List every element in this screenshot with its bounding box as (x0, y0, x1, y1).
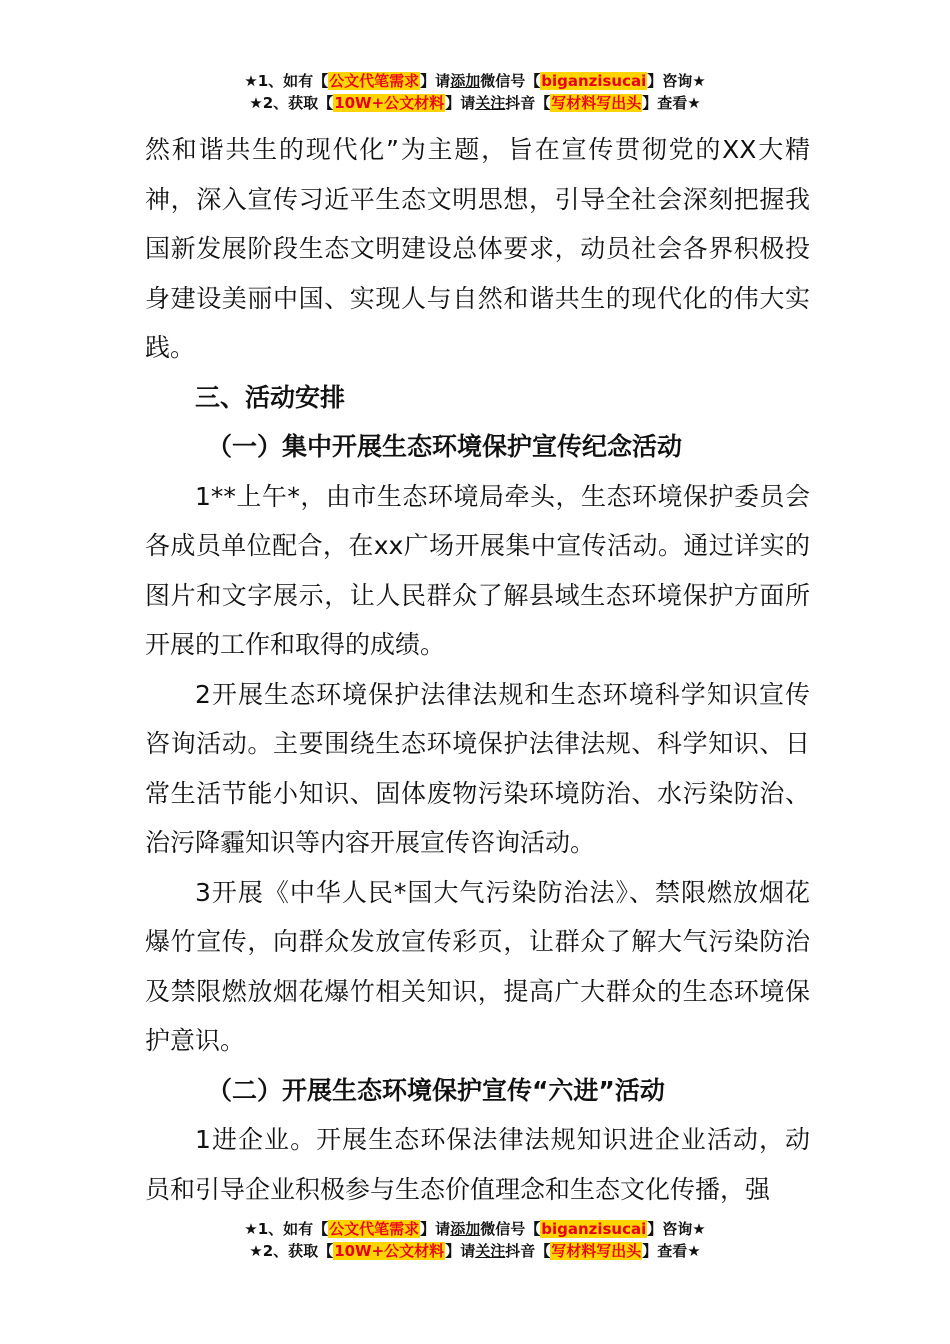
banner-line-2 (0, 1240, 950, 1262)
banner-text: 】查看★ (642, 94, 701, 112)
underline-text: 添加 (450, 1220, 481, 1238)
banner-text: ★1、如有【 (244, 1220, 329, 1238)
banner-line-1 (0, 70, 950, 92)
banner-text: 】请 (445, 94, 476, 112)
banner-text: 】咨询★ (647, 1220, 706, 1238)
underline-text: 关注 (475, 1242, 506, 1260)
underline-text: 关注 (475, 94, 506, 112)
banner-text: 】查看★ (642, 1242, 701, 1260)
subsection-heading: （一）集中开展生态环境保护宣传纪念活动 (207, 432, 683, 461)
footer-banner (0, 1218, 950, 1262)
document-body (145, 125, 810, 1214)
banner-text: ★2、获取【 (249, 1242, 334, 1260)
underline-text: 添加 (450, 72, 481, 90)
paragraph: 1进企业。开展生态环保法律法规知识进企业活动，动员和引导企业积极参与生态价值理念和生态文化传播，强 (145, 1125, 810, 1204)
highlight-text: 写材料写出头 (551, 94, 642, 112)
highlight-text: biganzisucai (541, 72, 647, 90)
banner-line-1 (0, 1218, 950, 1240)
highlight-text: biganzisucai (541, 1220, 647, 1238)
banner-line-2 (0, 92, 950, 114)
header-banner (0, 70, 950, 114)
banner-text: ★1、如有【 (244, 72, 329, 90)
banner-text: 】请 (420, 1220, 451, 1238)
banner-text: 】请 (445, 1242, 476, 1260)
subsection-heading: （二）开展生态环境保护宣传“六进”活动 (207, 1075, 665, 1105)
highlight-text: 写材料写出头 (551, 1242, 642, 1260)
banner-text: 微信号【 (480, 1220, 541, 1238)
banner-text: ★2、获取【 (249, 94, 334, 112)
paragraph: 然和谐共生的现代化”为主题，旨在宣传贯彻党的XX大精神，深入宣传习近平生态文明思想，引导全社会深刻把握我国新发展阶段生态文明建设总体要求，动员社会各界积极投身建设美丽中国、实现人与自然和谐共生的现代化的伟大实践。 (145, 135, 810, 362)
highlight-text: 10W+公文材料 (334, 94, 445, 112)
banner-text: 微信号【 (480, 72, 541, 90)
banner-text: 抖音【 (505, 94, 551, 112)
paragraph: 1**上午*，由市生态环境局牵头，生态环境保护委员会各成员单位配合，在xx广场开展集中宣传活动。通过详实的图片和文字展示，让人民群众了解县域生态环境保护方面所开展的工作和取得的成绩。 (145, 481, 810, 659)
highlight-text: 10W+公文材料 (334, 1242, 445, 1260)
section-heading: 三、活动安排 (195, 382, 346, 412)
paragraph: 3开展《中华人民*国大气污染防治法》、禁限燃放烟花爆竹宣传，向群众发放宣传彩页，让群众了解大气污染防治及禁限燃放烟花爆竹相关知识，提高广大群众的生态环境保护意识。 (145, 877, 810, 1055)
paragraph: 2开展生态环境保护法律法规和生态环境科学知识宣传咨询活动。主要围绕生态环境保护法律法规、科学知识、日常生活节能小知识、固体废物污染环境防治、水污染防治、治污降霾知识等内容开展宣传咨询活动。 (145, 679, 810, 857)
banner-text: 】请 (420, 72, 451, 90)
banner-text: 】咨询★ (647, 72, 706, 90)
highlight-text: 公文代笔需求 (329, 1220, 420, 1238)
highlight-text: 公文代笔需求 (329, 72, 420, 90)
banner-text: 抖音【 (505, 1242, 551, 1260)
